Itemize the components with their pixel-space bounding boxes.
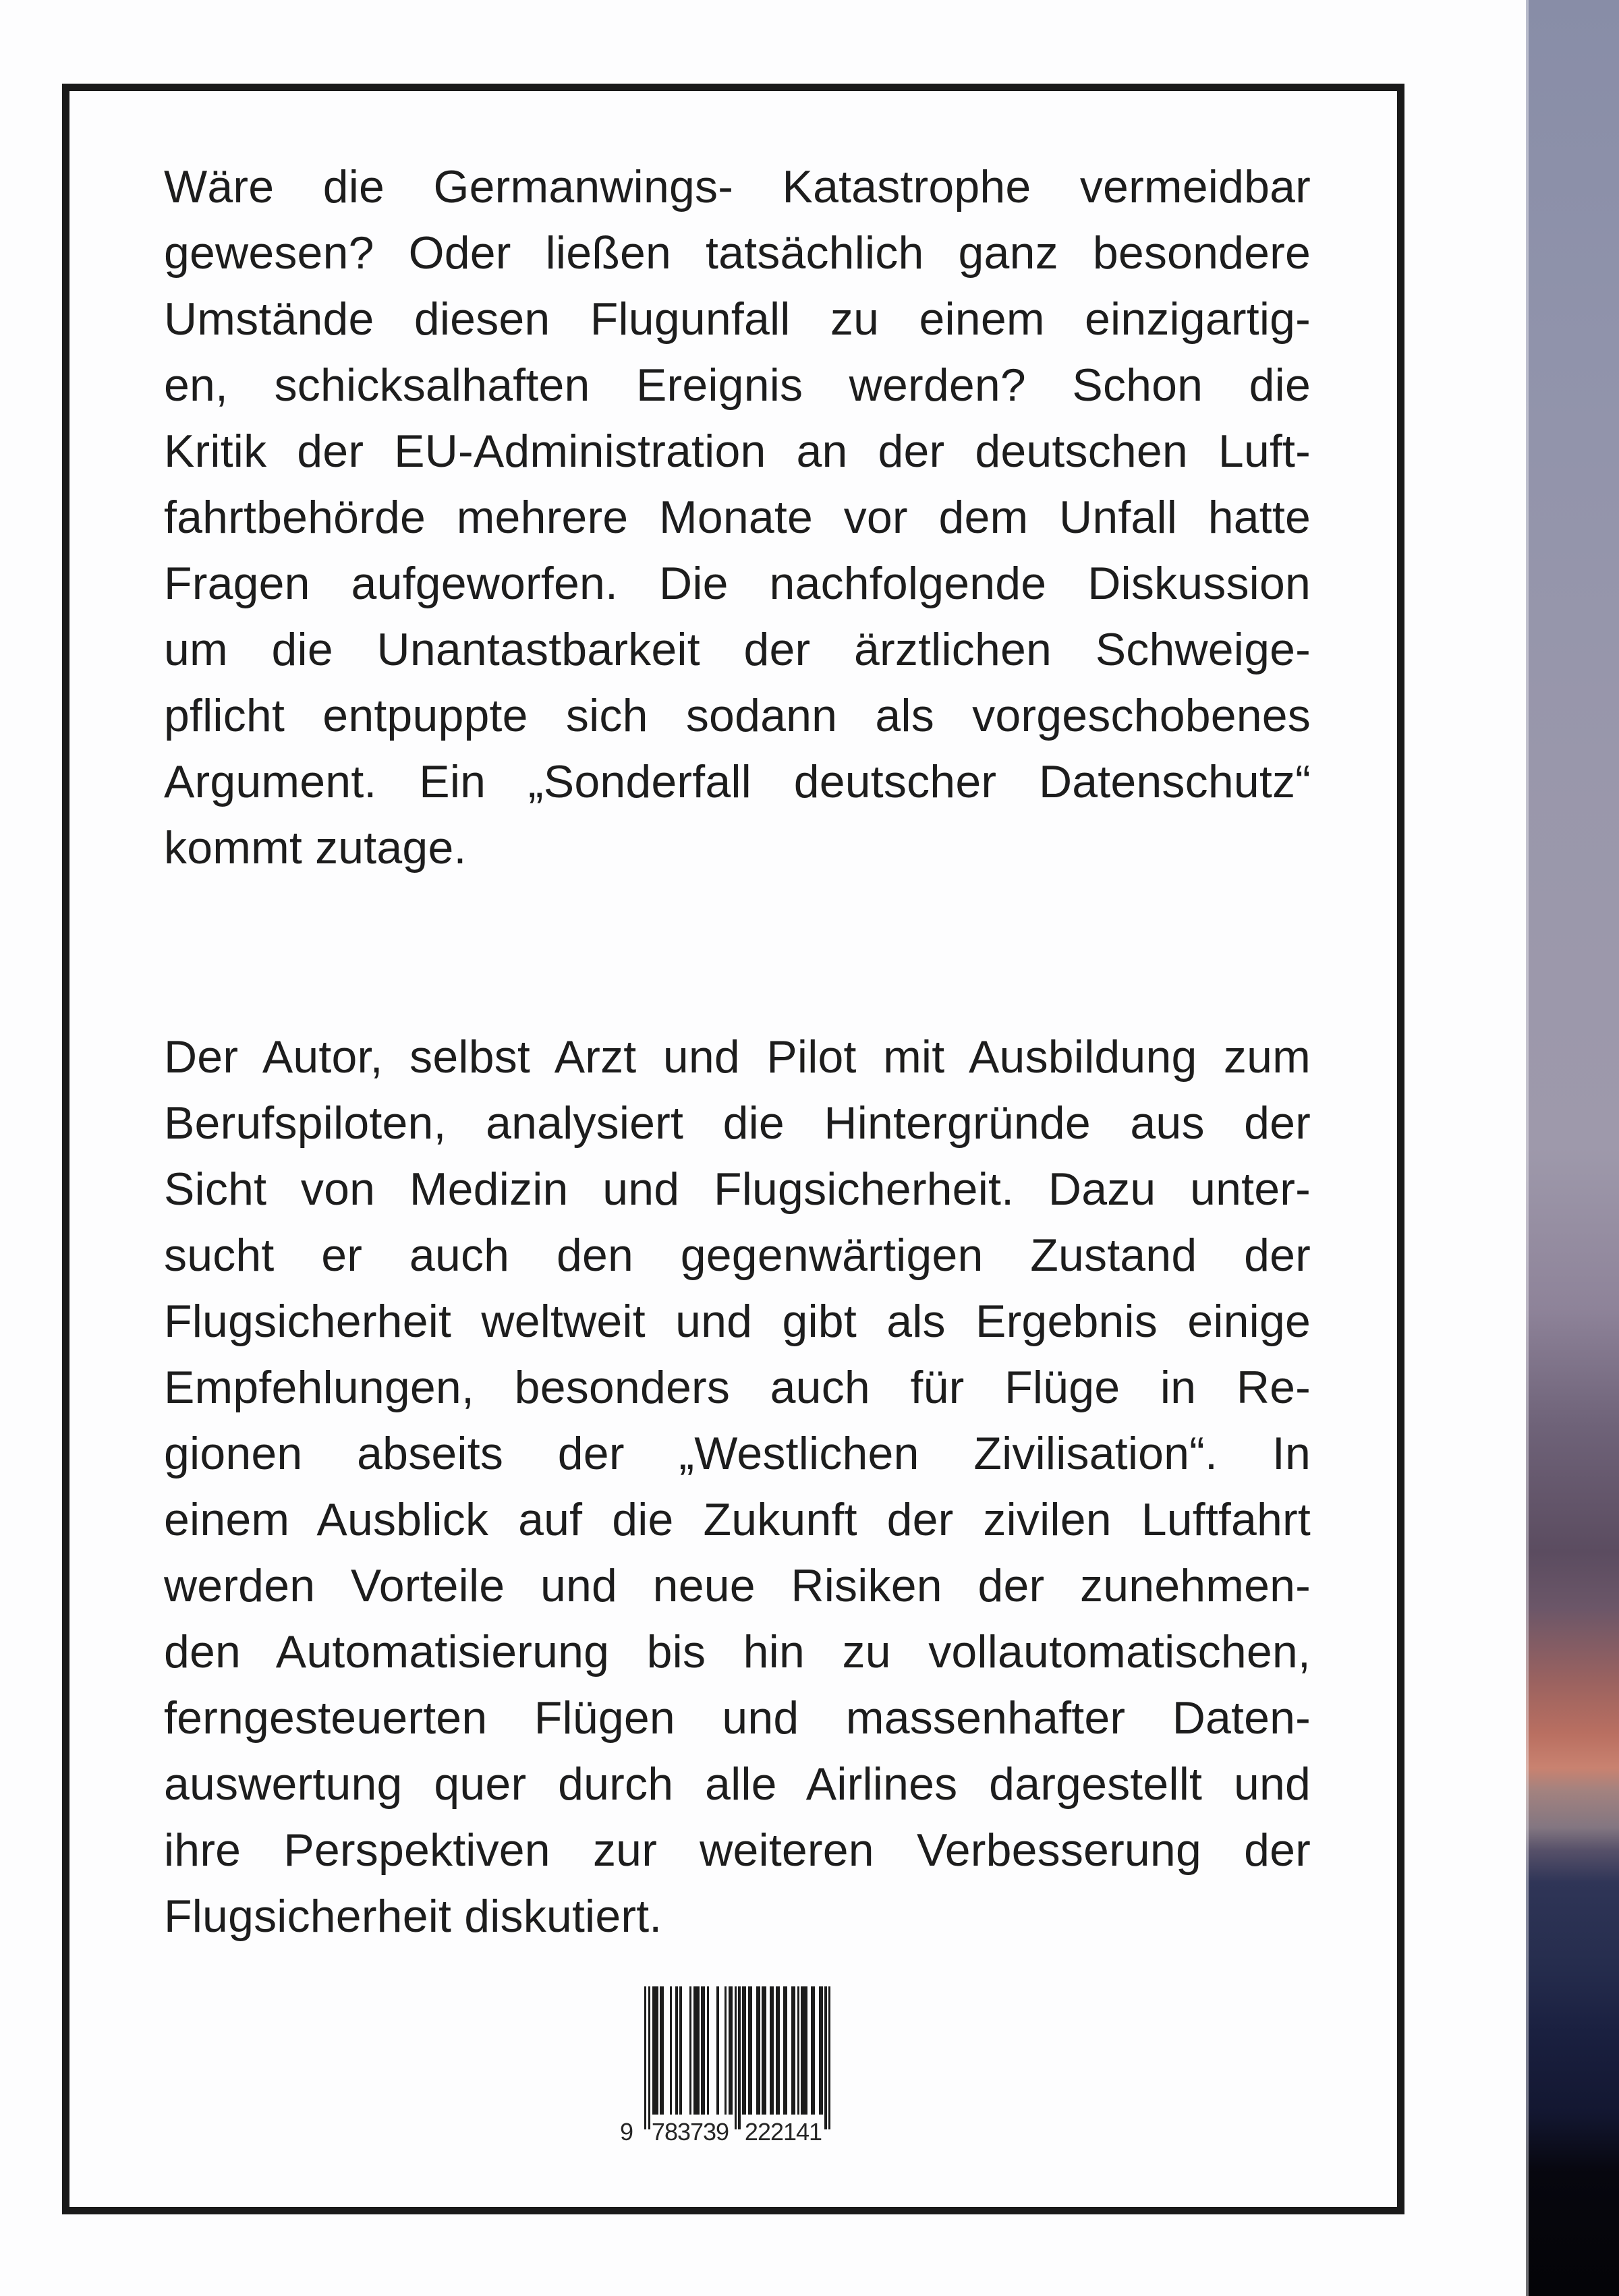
- text-line: Flugsicherheit diskutiert.: [164, 1891, 662, 1942]
- text-line: einem Ausblick auf die Zukunft der zivilen Luftfahrt: [164, 1494, 1311, 1545]
- barcode-bar: [738, 1986, 740, 2129]
- barcode-bar: [648, 1986, 650, 2129]
- text-line: Sicht von Medizin und Flugsicherheit. Dazu unter-: [164, 1164, 1311, 1215]
- barcode-bar: [725, 1986, 727, 2115]
- barcode-bar: [813, 1986, 815, 2115]
- text-line: Wäre die Germanwings- Katastrophe vermeidbar: [164, 161, 1311, 212]
- barcode-bar: [820, 1986, 822, 2115]
- text-line: Umstände diesen Flugunfall zu einem einzigartig-: [164, 293, 1311, 345]
- barcode-bar: [824, 1986, 826, 2129]
- barcode-bar: [828, 1986, 830, 2129]
- text-line: auswertung quer durch alle Airlines dargestellt und: [164, 1758, 1311, 1810]
- text-line: den Automatisierung bis hin zu vollautomatischen,: [164, 1626, 1311, 1677]
- barcode-bar: [797, 1986, 799, 2115]
- text-line: kommt zutage.: [164, 822, 467, 873]
- barcode-bar: [805, 1986, 807, 2115]
- barcode-bar: [697, 1986, 699, 2115]
- blurb-paragraph-synopsis: [164, 154, 1311, 881]
- text-line: um die Unantastbarkeit der ärztlichen Schweige-: [164, 624, 1311, 675]
- text-line: fahrtbehörde mehrere Monate vor dem Unfall hatte: [164, 492, 1311, 543]
- text-line: gionen abseits der „Westlichen Zivilisation“. In: [164, 1428, 1311, 1479]
- cover-photo-edge: [1526, 0, 1619, 2296]
- barcode-bar: [735, 1986, 737, 2129]
- text-line: Flugsicherheit weltweit und gibt als Ergebnis einige: [164, 1296, 1311, 1347]
- barcode-bar: [707, 1986, 709, 2115]
- text-line: Argument. Ein „Sonderfall deutscher Datenschutz“: [164, 756, 1311, 807]
- text-line: ferngesteuerten Flügen und massenhafter Daten-: [164, 1692, 1311, 1744]
- barcode-bar: [750, 1986, 752, 2115]
- barcode-bar: [703, 1986, 705, 2115]
- barcode-bar: [758, 1986, 760, 2115]
- barcode-bars: [644, 1986, 830, 2130]
- text-line: gewesen? Oder ließen tatsächlich ganz besondere: [164, 227, 1311, 279]
- text-line: pflicht entpuppte sich sodann als vorgeschobenes: [164, 690, 1311, 741]
- text-line: sucht er auch den gegenwärtigen Zustand der: [164, 1230, 1311, 1281]
- barcode-bar: [716, 1986, 718, 2115]
- barcode-bar: [793, 1986, 795, 2115]
- barcode-bar: [656, 1986, 658, 2115]
- barcode-bar: [764, 1986, 766, 2115]
- blurb-paragraph-author: [164, 1024, 1311, 1949]
- barcode-bar: [689, 1986, 691, 2115]
- text-line: en, schicksalhaften Ereignis werden? Schon die: [164, 360, 1311, 411]
- text-line: Fragen aufgeworfen. Die nachfolgende Diskussion: [164, 558, 1311, 609]
- barcode-bar: [772, 1986, 774, 2115]
- text-line: Kritik der EU-Administration an der deutschen Luft-: [164, 426, 1311, 477]
- barcode-digit-group2: 222141: [744, 2118, 822, 2146]
- barcode-digit-group1: 783739: [651, 2118, 729, 2146]
- isbn-barcode: [620, 1986, 830, 2169]
- text-line: Empfehlungen, besonders auch für Flüge in Re-: [164, 1362, 1311, 1413]
- barcode-bar: [679, 1986, 681, 2115]
- barcode-bar: [675, 1986, 677, 2115]
- barcode-bar: [644, 1986, 646, 2129]
- barcode-digit-lead: 9: [620, 2118, 633, 2146]
- barcode-bar: [731, 1986, 733, 2115]
- text-line: ihre Perspektiven zur weiteren Verbesserung der: [164, 1825, 1311, 1876]
- barcode-bar: [744, 1986, 746, 2115]
- text-line: Berufspiloten, analysiert die Hintergründe aus der: [164, 1097, 1311, 1149]
- barcode-bar: [662, 1986, 664, 2115]
- barcode-bar: [778, 1986, 780, 2115]
- text-line: Der Autor, selbst Arzt und Pilot mit Ausbildung zum: [164, 1031, 1311, 1083]
- text-line: werden Vorteile und neue Risiken der zunehmen-: [164, 1560, 1311, 1611]
- barcode-bar: [785, 1986, 787, 2115]
- barcode-number: [620, 2118, 830, 2152]
- barcode-bar: [670, 1986, 672, 2115]
